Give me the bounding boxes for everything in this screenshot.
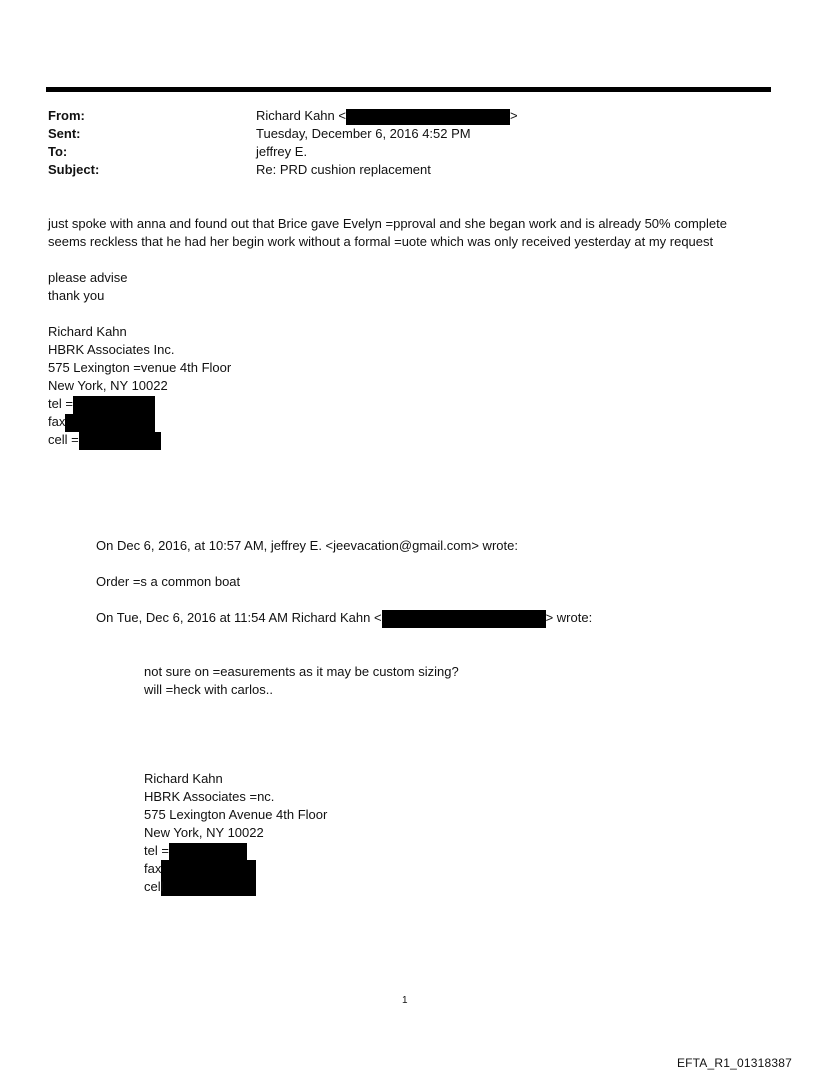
- subject-value: Re: PRD cushion replacement: [256, 162, 431, 177]
- sig-company: HBRK Associates Inc.: [48, 342, 175, 357]
- body-line-1: just spoke with anna and found out that Brice gave Evelyn =pproval and she began work and is already 50% complete: [48, 216, 727, 231]
- sig2-address: 575 Lexington Avenue 4th Floor: [144, 807, 328, 822]
- signature-block: [48, 323, 231, 449]
- sig2-tel-row: [144, 842, 327, 860]
- quote-intro-1: On Dec 6, 2016, at 10:57 AM, jeffrey E. <jeevacation@gmail.com> wrote:: [96, 538, 518, 553]
- sent-row: [48, 125, 748, 143]
- sig2-company: HBRK Associates =nc.: [144, 789, 275, 804]
- email-header: [48, 107, 748, 179]
- sig-name: Richard Kahn: [48, 324, 127, 339]
- sig-tel-row: [48, 395, 231, 413]
- to-label: To:: [48, 144, 68, 159]
- sig2-fax-label: fax: [144, 861, 162, 876]
- quote-intro-2-end: > wrote:: [545, 610, 593, 625]
- subject-row: [48, 161, 748, 179]
- body-line-2: seems reckless that he had her begin work without a formal =uote which was only received yesterday at my request: [48, 234, 714, 249]
- page-number: 1: [402, 995, 408, 1006]
- sig-cell-label: cell =: [48, 432, 79, 447]
- redaction-box: [161, 860, 256, 896]
- from-label: From:: [48, 108, 85, 123]
- sig2-fax-row: [144, 860, 327, 878]
- redaction-box: [169, 843, 247, 861]
- to-row: [48, 143, 748, 161]
- redaction-box: [73, 396, 155, 414]
- quote2-line-1: not sure on =easurements as it may be custom sizing?: [144, 664, 459, 679]
- from-name: Richard Kahn <: [256, 108, 346, 123]
- redaction-box: [346, 109, 510, 125]
- subject-label: Subject:: [48, 162, 100, 177]
- sig2-name: Richard Kahn: [144, 771, 223, 786]
- from-close: >: [509, 108, 518, 123]
- from-value: [256, 107, 518, 125]
- quote2-line-2: will =heck with carlos..: [144, 682, 273, 697]
- sent-value: Tuesday, December 6, 2016 4:52 PM: [256, 126, 471, 141]
- header-rule: [46, 87, 771, 92]
- sig-city: New York, NY 10022: [48, 378, 168, 393]
- sig-fax-label: fax: [48, 414, 66, 429]
- body-thanks: thank you: [48, 288, 105, 303]
- to-value: jeffrey E.: [256, 144, 308, 159]
- sig2-tel-label: tel =: [144, 843, 169, 858]
- quote-intro-2: [96, 609, 592, 628]
- sig-cell-row: [48, 431, 231, 449]
- sig2-city: New York, NY 10022: [144, 825, 264, 840]
- signature-block-quoted: [144, 770, 327, 896]
- body-advise: please advise: [48, 270, 128, 285]
- sig-tel-label: tel =: [48, 396, 73, 411]
- bates-number: EFTA_R1_01318387: [676, 1056, 792, 1070]
- sent-label: Sent:: [48, 126, 81, 141]
- quote-text-1: Order =s a common boat: [96, 574, 241, 589]
- sig-address: 575 Lexington =venue 4th Floor: [48, 360, 232, 375]
- redaction-box: [65, 414, 155, 432]
- quote-intro-2-start: On Tue, Dec 6, 2016 at 11:54 AM Richard Kahn <: [96, 610, 382, 625]
- redaction-box: [79, 432, 161, 450]
- sig2-cell-label: cell: [144, 879, 164, 894]
- from-row: [48, 107, 748, 125]
- sig-fax-row: [48, 413, 231, 431]
- redaction-box: [382, 610, 546, 628]
